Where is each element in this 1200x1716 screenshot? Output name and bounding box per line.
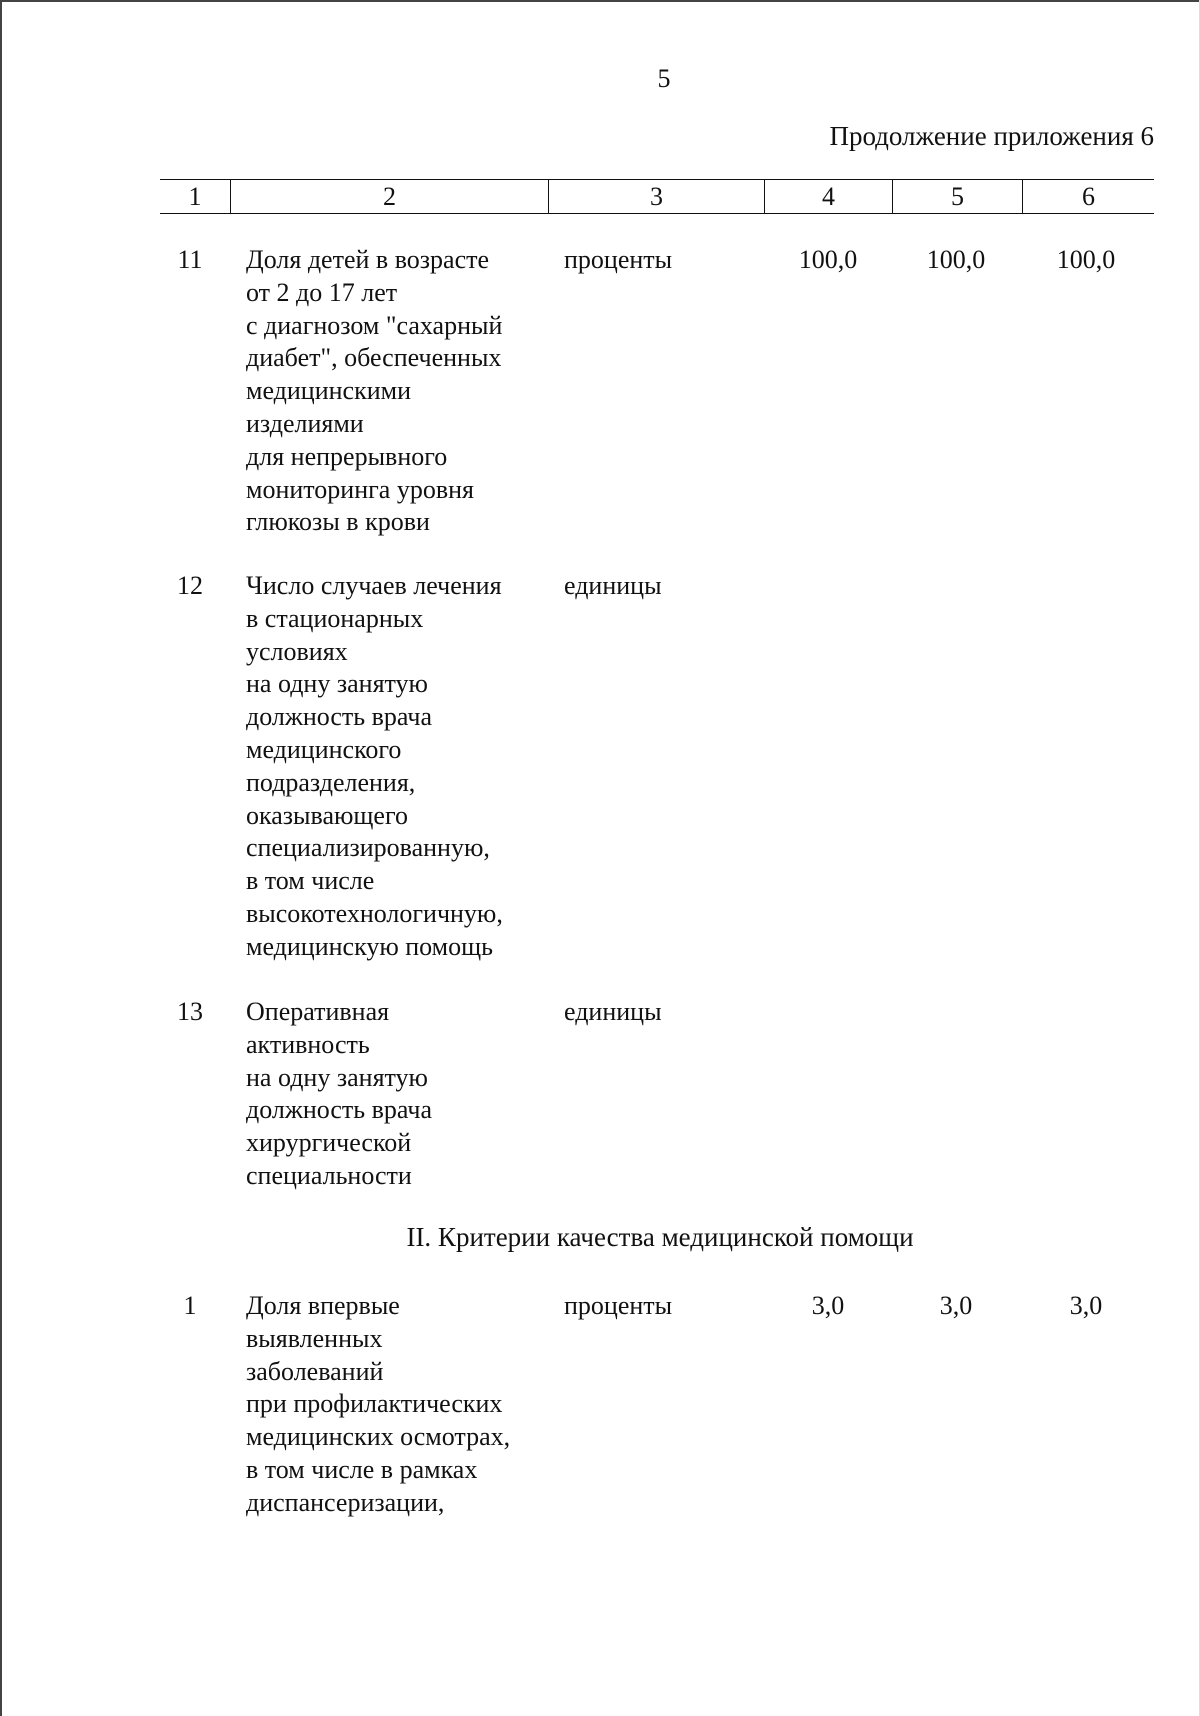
table-header-row: [160, 179, 1154, 214]
indicator-name-line: от 2 до 17 лет: [246, 277, 398, 307]
indicator-name-line: диабет", обеспеченных: [246, 343, 502, 373]
indicator-name-line: Доля детей в возрасте: [246, 245, 490, 274]
indicator-name-line: при профилактических: [246, 1389, 503, 1419]
indicator-name-line: в том числе в рамках: [246, 1454, 478, 1484]
page-number: 5: [657, 64, 671, 93]
indicator-name: [246, 244, 546, 539]
unit-cell: проценты: [564, 245, 673, 274]
table-header-cell: 1: [188, 181, 202, 211]
indicator-name-line: условиях: [246, 636, 348, 666]
indicator-name-line: на одну занятую: [246, 669, 428, 699]
indicator-name-line: диспансеризации,: [246, 1487, 445, 1517]
indicator-name-line: медицинскими: [246, 376, 411, 406]
row-number: 13: [177, 997, 203, 1026]
indicator-name-line: Доля впервые: [246, 1291, 400, 1320]
indicator-name-line: Оперативная: [246, 997, 390, 1026]
indicator-name-line: медицинского: [246, 734, 402, 764]
row-number: 12: [177, 571, 203, 600]
scan-edge-left: [0, 0, 2, 1716]
continuation-label: Продолжение приложения 6: [829, 121, 1154, 151]
row-number: 1: [183, 1291, 197, 1320]
indicator-name-line: подразделения,: [246, 767, 416, 797]
unit-cell: единицы: [564, 571, 662, 600]
indicator-name-line: Число случаев лечения: [246, 571, 502, 600]
table-header-cell: 3: [548, 180, 764, 213]
table-header-cell: 4: [764, 180, 892, 213]
indicator-name-line: специальности: [246, 1160, 412, 1190]
indicator-name-line: глюкозы в крови: [246, 507, 430, 537]
indicator-name-line: медицинскую помощь: [246, 931, 494, 961]
unit-cell: проценты: [564, 1291, 673, 1320]
value-col-5: 100,0: [926, 245, 986, 274]
scan-edge-top: [0, 0, 1200, 2]
indicator-name-line: заболеваний: [246, 1356, 384, 1386]
indicator-name-line: выявленных: [246, 1323, 383, 1353]
indicator-name-line: активность: [246, 1029, 370, 1059]
indicator-name-line: должность врача: [246, 1095, 433, 1125]
table-header-cell: 6: [1022, 180, 1154, 213]
indicator-name-line: специализированную,: [246, 833, 490, 863]
indicator-name: [246, 996, 546, 1193]
table-header-cell: 5: [892, 180, 1022, 213]
indicator-name-line: оказывающего: [246, 800, 408, 830]
indicator-name: [246, 570, 546, 964]
value-col-5: 3,0: [939, 1291, 973, 1320]
indicator-name-line: в стационарных: [246, 603, 424, 633]
indicator-name-line: мониторинга уровня: [246, 474, 474, 504]
section-title: II. Критерии качества медицинской помощи: [406, 1222, 914, 1252]
indicator-name-line: медицинских осмотрах,: [246, 1422, 511, 1452]
table-header-cell: 2: [230, 180, 548, 213]
indicator-name-line: для непрерывного: [246, 441, 448, 471]
value-col-6: 100,0: [1056, 245, 1116, 274]
unit-cell: единицы: [564, 997, 662, 1026]
indicator-name-line: хирургической: [246, 1128, 412, 1158]
value-col-4: 100,0: [798, 245, 858, 274]
value-col-4: 3,0: [811, 1291, 845, 1320]
indicator-name-line: на одну занятую: [246, 1062, 428, 1092]
indicator-name-line: с диагнозом "сахарный: [246, 310, 503, 340]
indicator-name-line: должность врача: [246, 702, 433, 732]
indicator-name: [246, 1290, 546, 1520]
indicator-name-line: в том числе: [246, 866, 375, 896]
value-col-6: 3,0: [1069, 1291, 1103, 1320]
row-number: 11: [177, 245, 203, 274]
indicator-name-line: изделиями: [246, 408, 364, 438]
indicator-name-line: высокотехнологичную,: [246, 898, 503, 928]
